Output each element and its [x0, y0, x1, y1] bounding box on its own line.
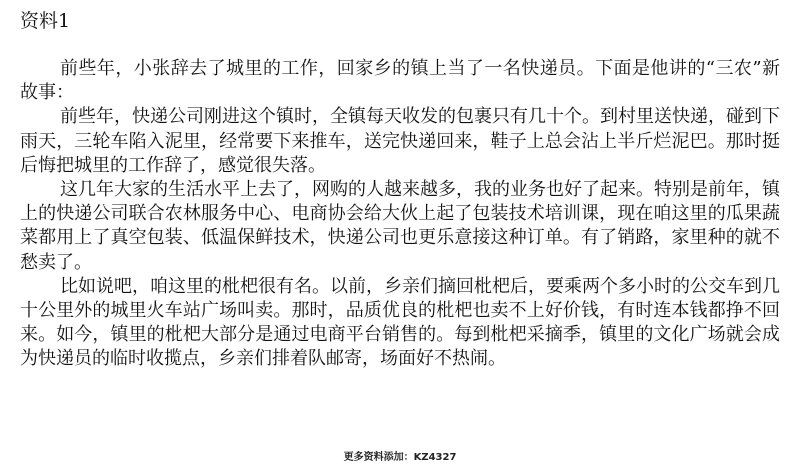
- section-heading: 资料1: [20, 10, 71, 32]
- footer-note: 更多资料添加：KZ4327: [343, 452, 457, 463]
- paragraph-early-years: 前些年，快递公司刚进这个镇时，全镇每天收发的包裹只有几十个。到村里送快递，碰到下雨天，三轮车陷入泥里，经常要下来推车，送完快递回来，鞋子上总会沾上半斤烂泥巴。那时挺后悔把城里的工作辞了，感觉很失落。: [20, 106, 780, 176]
- document-body: [20, 57, 780, 372]
- paragraph-loquat-example: 比如说吧，咱这里的枇杷很有名。以前，乡亲们摘回枇杷后，要乘两个多小时的公交车到几十公里外的城里火车站广场叫卖。那时，品质优良的枇杷也卖不上好价钱，有时连本钱都挣不回来。如今，镇里的枇杷大部分是通过电商平台销售的。每到枇杷采摘季，镇里的文化广场就会成为快递员的临时收揽点，乡亲们排着队邮寄，场面好不热闹。: [20, 275, 780, 370]
- paragraph-intro: 前些年，小张辞去了城里的工作，回家乡的镇上当了一名快递员。下面是他讲的“三农”新故事：: [20, 58, 780, 104]
- paragraph-recent-years: 这几年大家的生活水平上去了，网购的人越来越多，我的业务也好了起来。特别是前年，镇上的快递公司联合农林服务中心、电商协会给大伙上起了包装技术培训课，现在咱这里的瓜果蔬菜都用上了真空包装、低温保鲜技术，快递公司也更乐意接这种订单。有了销路，家里种的就不愁卖了。: [20, 179, 780, 273]
